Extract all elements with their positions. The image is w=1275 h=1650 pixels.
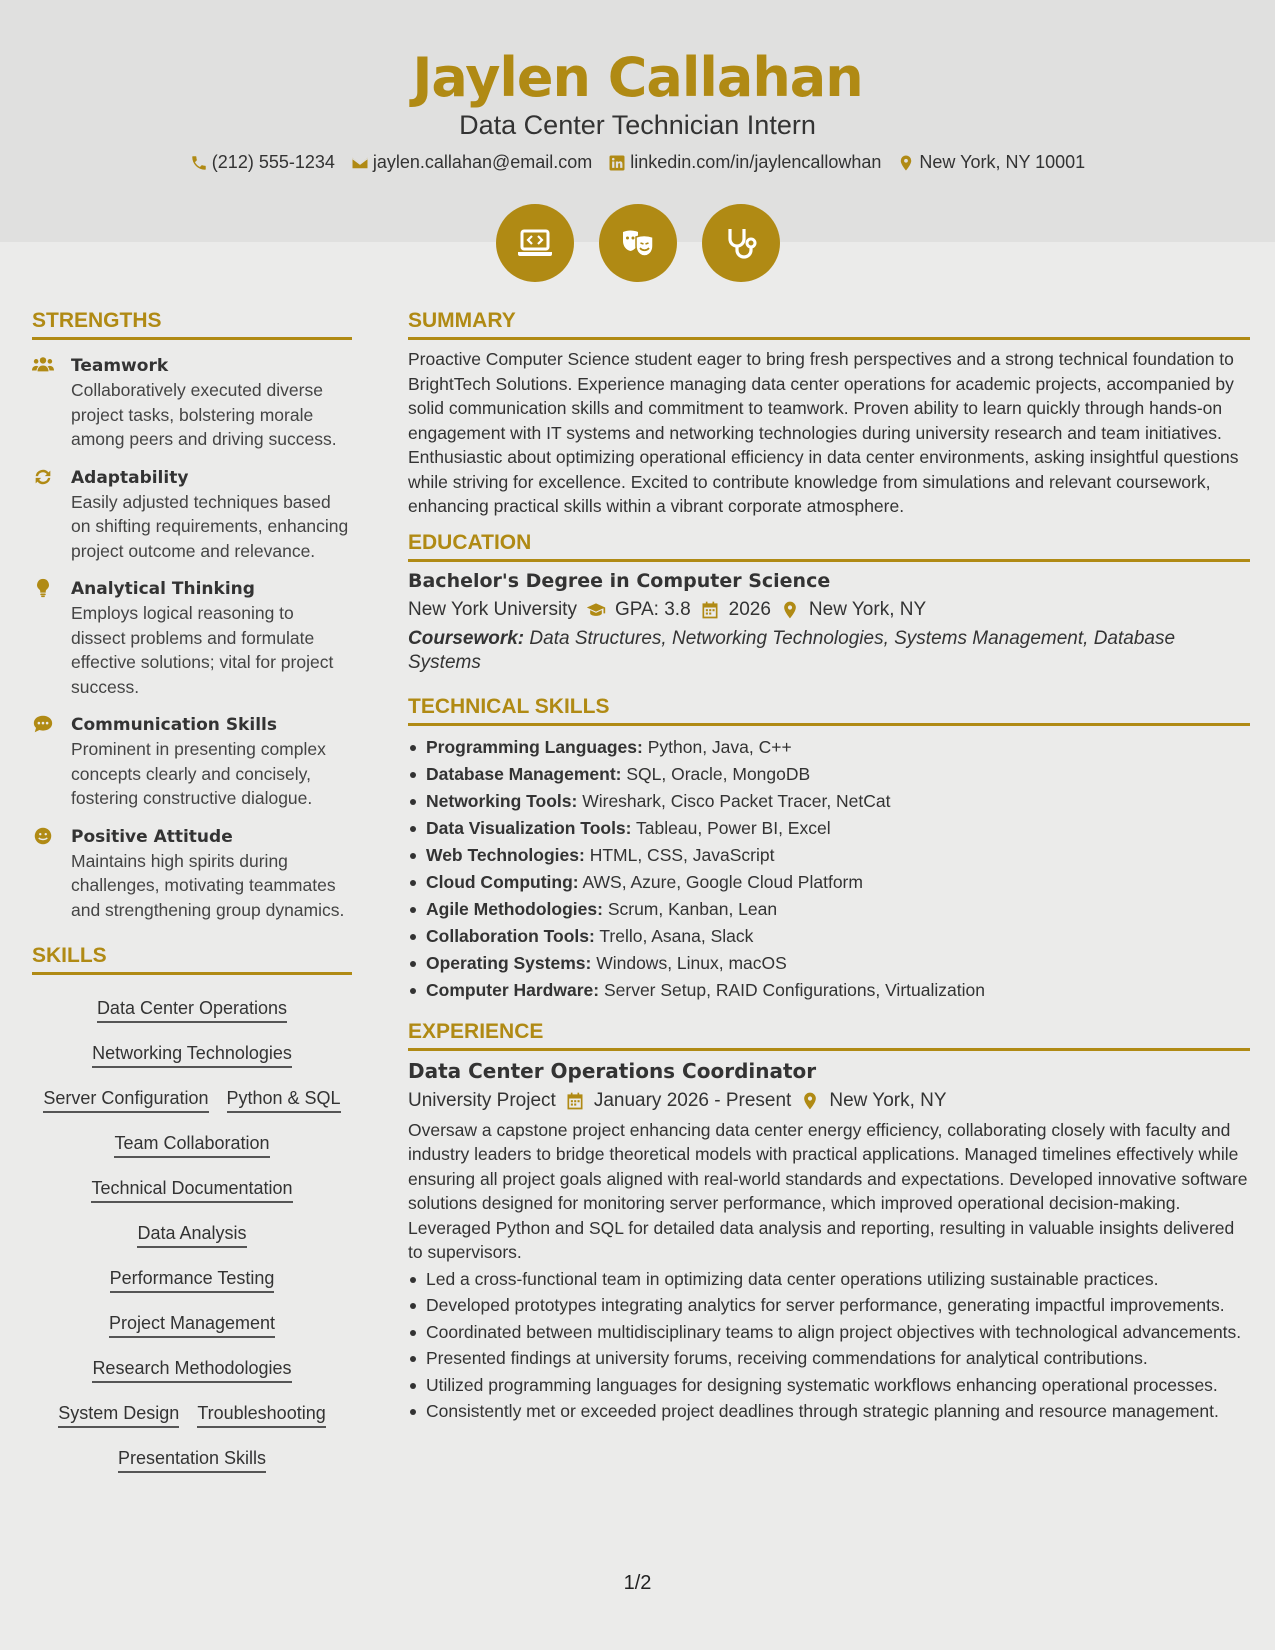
skill-tag: Team Collaboration [114,1132,269,1158]
summary-text: Proactive Computer Science student eager to bring fresh perspectives and a strong technical foundation to BrightTech Solutions. Experience managing data center operations for academic projects, accompanied by solid communication skills and commitment to teamwork. Proven ability to learn quickly through hands-on engagement with IT systems and networking technologies during university research and team initiatives. Enthusiastic about optimizing operational efficiency in data center environments, asking insightful questions while striving for excellence. Excited to contribute knowledge from simulations and relevant coursework, enhancing practical skills within a vibrant corporate atmosphere. [408,349,1239,516]
skill-values: Server Setup, RAID Configurations, Virtualization [603,979,985,1000]
list-item [408,869,1250,896]
experience-meta [408,1090,1250,1112]
strength-item [32,577,352,699]
phone-icon [190,154,208,172]
email-text: jaylen.callahan@email.com [372,152,593,172]
list-item: Consistently met or exceeded project deadlines through strategic planning and resource management. [408,1399,1250,1424]
laptop-code-icon [515,223,555,263]
list-item [408,788,1250,815]
skill-tag: Performance Testing [110,1267,275,1293]
coursework [408,627,1250,675]
strength-title: Teamwork [71,356,169,376]
strength-item [32,354,352,452]
comment-dots-icon [32,714,54,734]
contact-phone[interactable] [190,152,335,173]
skill-tag: Data Analysis [137,1222,246,1248]
graduation-cap-icon [586,600,606,620]
strength-title: Analytical Thinking [71,579,255,599]
skill-category: Programming Languages: [426,736,643,757]
education-location: New York, NY [808,598,927,620]
stethoscope-circle [702,204,780,282]
skill-values: SQL, Oracle, MongoDB [626,763,811,784]
list-item: Led a cross-functional team in optimizing data center operations utilizing sustainable practices. [408,1267,1250,1292]
strength-item [32,466,352,564]
skill-tag: Presentation Skills [118,1447,266,1473]
skill-values: Wireshark, Cisco Packet Tracer, NetCat [582,790,891,811]
smile-icon [32,826,54,846]
list-item: Coordinated between multidisciplinary teams to align project objectives with technological advancements. [408,1320,1250,1345]
gpa: GPA: 3.8 [614,598,691,620]
strength-title: Communication Skills [71,715,277,735]
experience-location: New York, NY [829,1089,947,1111]
strengths-heading: STRENGTHS [32,309,352,340]
strength-item [32,825,352,923]
skill-category: Operating Systems: [426,952,592,973]
skill-category: Computer Hardware: [426,979,600,1000]
stethoscope-icon [721,223,761,263]
users-icon [32,355,54,375]
grad-year: 2026 [728,598,771,620]
contact-bar [0,152,1275,173]
linkedin-text: linkedin.com/in/jaylencallowhan [630,152,882,172]
skill-values: Windows, Linux, macOS [596,952,787,973]
strength-desc: Collaboratively executed diverse project tasks, bolstering morale among peers and driving success. [71,380,337,449]
technical-skills-heading: TECHNICAL SKILLS [408,695,1250,726]
list-item: Utilized programming languages for designing systematic workflows enhancing operational processes. [408,1373,1250,1398]
skill-values: Scrum, Kanban, Lean [607,898,778,919]
skill-tag: Server Configuration [43,1087,208,1113]
phone-text: (212) 555-1234 [211,152,335,172]
skill-category: Networking Tools: [426,790,578,811]
skills-list [32,989,352,1484]
skills-heading: SKILLS [32,944,352,975]
laptop-code-circle [496,204,574,282]
list-item [408,977,1250,1004]
envelope-icon [351,154,369,172]
list-item [408,761,1250,788]
left-column [32,309,352,1484]
contact-linkedin[interactable] [608,152,881,173]
skill-category: Agile Methodologies: [426,898,603,919]
skill-tag: Technical Documentation [91,1177,292,1203]
list-item [408,896,1250,923]
page-number: 1/2 [623,1572,652,1594]
list-item [408,842,1250,869]
right-column [408,309,1250,1426]
map-pin-icon [800,1091,820,1111]
skill-tag: Troubleshooting [197,1402,325,1428]
calendar-icon [565,1091,585,1111]
skill-category: Cloud Computing: [426,871,579,892]
skill-values: Python, Java, C++ [647,736,792,757]
skill-category: Data Visualization Tools: [426,817,632,838]
experience-dates: January 2026 - Present [593,1089,792,1111]
summary-heading: SUMMARY [408,309,1250,340]
list-item: Presented findings at university forums, receiving commendations for analytical contributions. [408,1346,1250,1371]
list-item [408,950,1250,977]
list-item [408,923,1250,950]
degree-title: Bachelor's Degree in Computer Science [408,569,831,592]
skill-values: AWS, Azure, Google Cloud Platform [582,871,863,892]
list-item [408,815,1250,842]
skill-values: Tableau, Power BI, Excel [636,817,831,838]
skill-tag: Project Management [109,1312,275,1338]
experience-org: University Project [408,1089,556,1111]
skill-category: Web Technologies: [426,844,585,865]
strength-desc: Prominent in presenting complex concepts clearly and concisely, fostering constructive dialogue. [71,739,326,808]
calendar-icon [700,600,720,620]
coursework-label: Coursework: [408,627,525,649]
school-name: New York University [408,598,577,620]
theater-masks-circle [599,204,677,282]
strength-item [32,713,352,811]
strength-desc: Maintains high spirits during challenges, motivating teammates and strengthening group dynamics. [71,850,345,920]
experience-bullets [408,1267,1250,1424]
linkedin-icon [608,154,626,172]
theater-masks-icon [618,223,658,263]
candidate-name: Jaylen Callahan [412,46,863,109]
skill-tag: Python & SQL [227,1087,341,1113]
list-item [408,734,1250,761]
skill-tag: Research Methodologies [92,1357,291,1383]
list-item: Developed prototypes integrating analytics for server performance, generating impactful improvements. [408,1293,1250,1318]
strength-desc: Easily adjusted techniques based on shifting requirements, enhancing project outcome and relevance. [71,491,349,561]
strength-title: Positive Attitude [71,826,233,847]
map-pin-icon [897,154,915,172]
contact-email[interactable] [351,152,592,173]
experience-desc: Oversaw a capstone project enhancing data center energy efficiency, collaborating closely with faculty and industry leaders to bridge theoretical models with practical applications. Managed timelines effectively while ensuring all project goals aligned with real-world standards and expectations. Developed innovative software solutions designed for monitoring server performance, which improved operational decision-making. Leveraged Python and SQL for detailed data analysis and reporting, resulting in valuable insights delivered to supervisors. [408,1119,1248,1262]
strength-title: Adaptability [71,467,189,488]
education-heading: EDUCATION [408,531,1250,562]
experience-role: Data Center Operations Coordinator [408,1058,817,1083]
skill-values: Trello, Asana, Slack [599,925,754,946]
skill-tag: System Design [58,1402,179,1428]
coursework-list: Data Structures, Networking Technologies, Systems Management, Database Systems [408,627,1176,673]
skill-tag: Networking Technologies [92,1042,292,1068]
contact-location [897,152,1085,173]
interest-icons [0,204,1275,282]
skill-category: Collaboration Tools: [426,925,595,946]
job-title: Data Center Technician Intern [459,110,816,140]
education-meta [408,599,1250,621]
location-text: New York, NY 10001 [919,152,1086,172]
lightbulb-icon [32,578,54,598]
skill-category: Database Management: [426,763,622,784]
skill-tag: Data Center Operations [97,997,287,1023]
experience-heading: EXPERIENCE [408,1020,1250,1051]
skill-values: HTML, CSS, JavaScript [589,844,775,865]
technical-skills-list [408,734,1250,1004]
map-pin-icon [780,600,800,620]
strength-desc: Employs logical reasoning to dissect problems and formulate effective solutions; vital for project success. [71,603,334,697]
sync-icon [32,467,54,487]
